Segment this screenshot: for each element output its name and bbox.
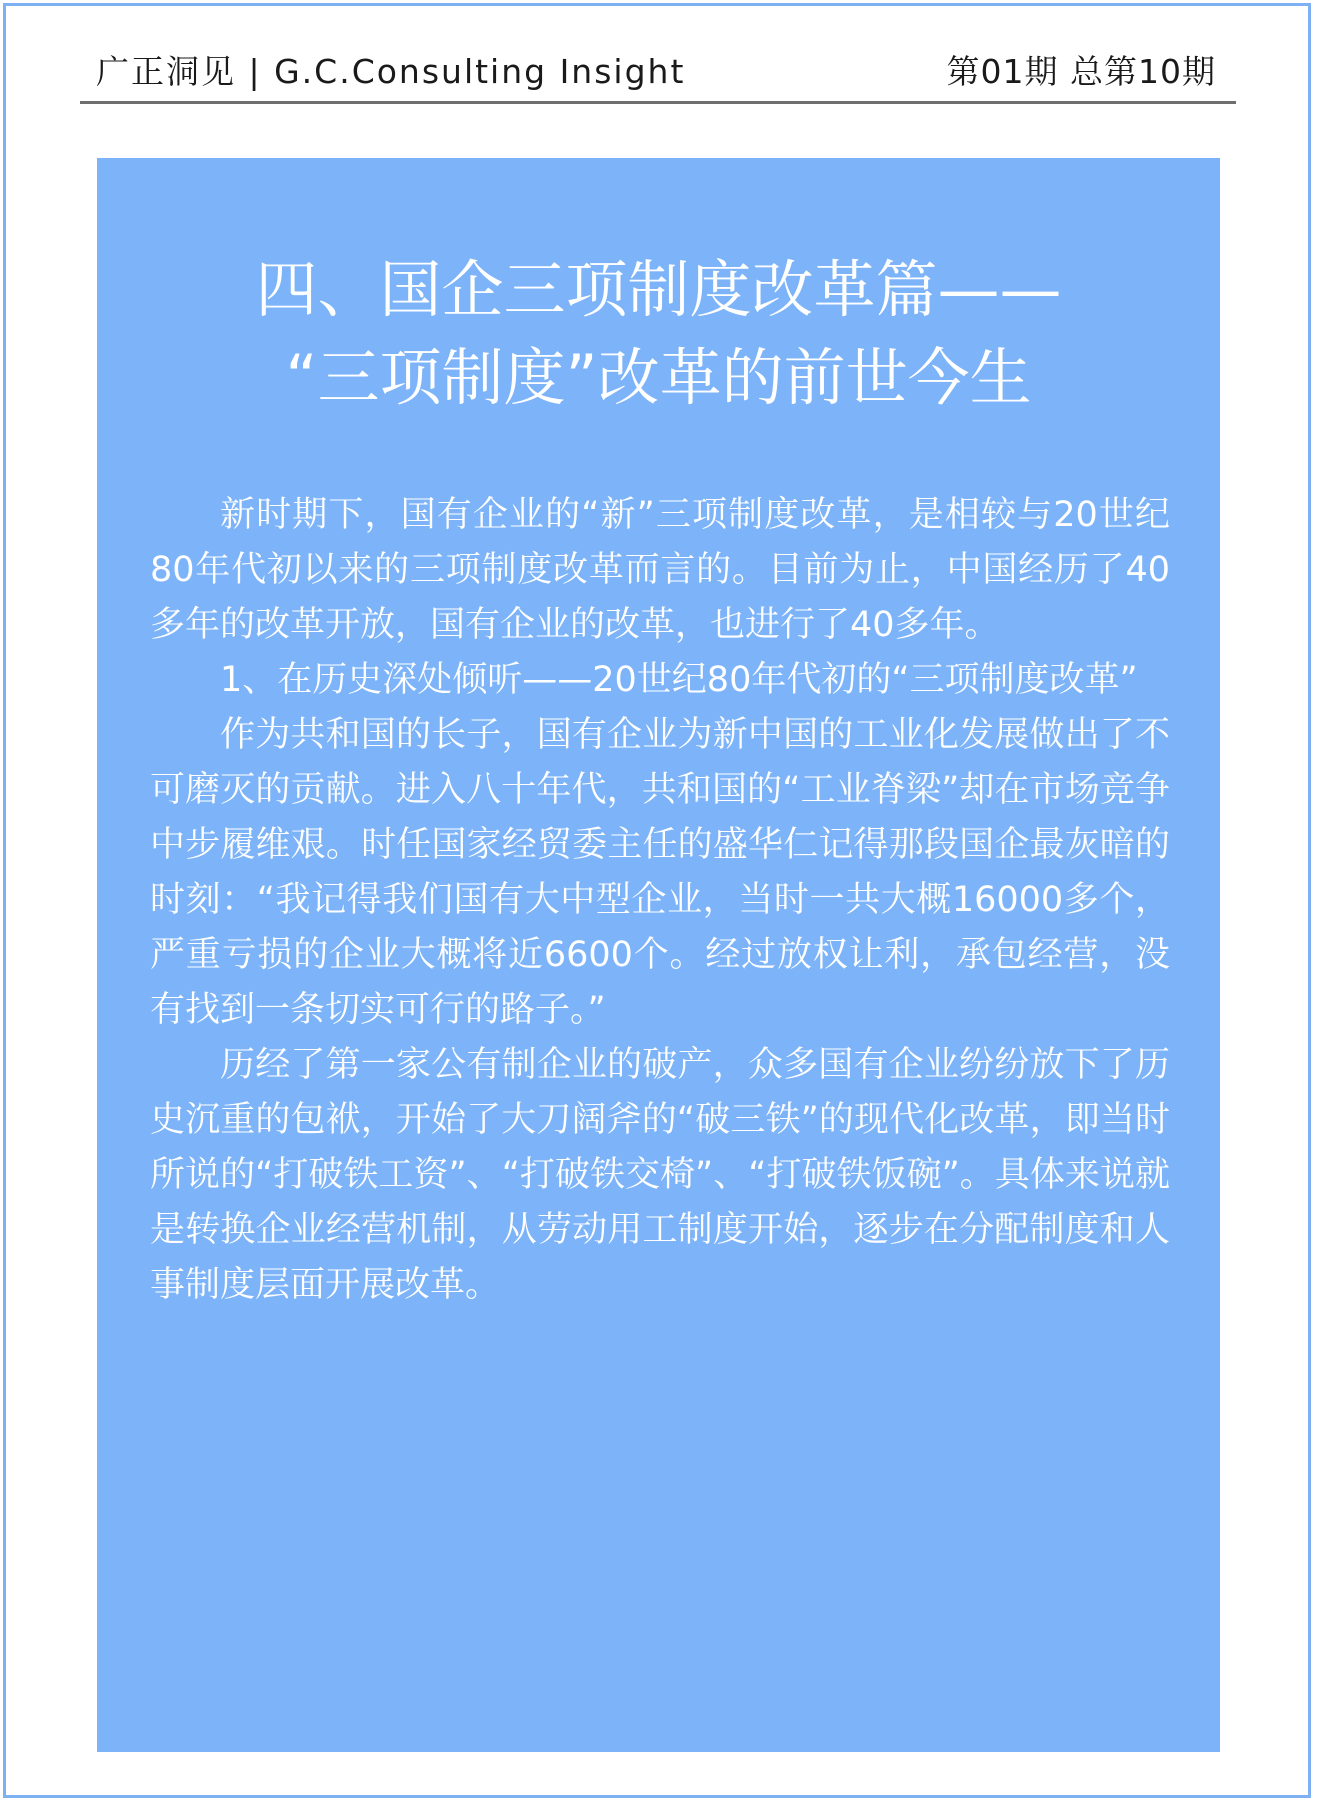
section-heading: 1、在历史深处倾听——20世纪80年代初的“三项制度改革” — [220, 660, 1138, 700]
title-line-2: “三项制度”改革的前世今生 — [285, 341, 1032, 414]
page-header — [80, 38, 1236, 90]
paragraph-intro: 新时期下，国有企业的“新”三项制度改革，是相较与20世纪80年代初以来的三项制度改革而言的。目前为止，中国经历了40多年的改革开放，国有企业的改革，也进行了40多年。 — [150, 495, 1170, 645]
article-title — [97, 246, 1220, 422]
paragraph-history: 作为共和国的长子，国有企业为新中国的工业化发展做出了不可磨灭的贡献。进入八十年代，共和国的“工业脊梁”却在市场竞争中步履维艰。时任国家经贸委主任的盛华仁记得那段国企最灰暗的时刻：“我记得我们国有大中型企业，当时一共大概16000多个，严重亏损的企业大概将近6600个。经过放权让利，承包经营，没有找到一条切实可行的路子。” — [150, 715, 1170, 1030]
header-divider — [80, 101, 1236, 104]
paragraph-reform: 历经了第一家公有制企业的破产，众多国有企业纷纷放下了历史沉重的包袱，开始了大刀阔斧的“破三铁”的现代化改革，即当时所说的“打破铁工资”、“打破铁交椅”、“打破铁饭碗”。具体来说就是转换企业经营机制，从劳动用工制度开始，逐步在分配制度和人事制度层面开展改革。 — [150, 1045, 1170, 1305]
article-body — [150, 488, 1170, 1313]
title-line-1: 四、国企三项制度改革篇—— — [255, 253, 1062, 326]
issue-number: 第01期 总第10期 — [946, 52, 1216, 91]
publication-name: 广正洞见 | G.C.Consulting Insight — [96, 52, 686, 91]
article-panel — [97, 158, 1220, 1752]
